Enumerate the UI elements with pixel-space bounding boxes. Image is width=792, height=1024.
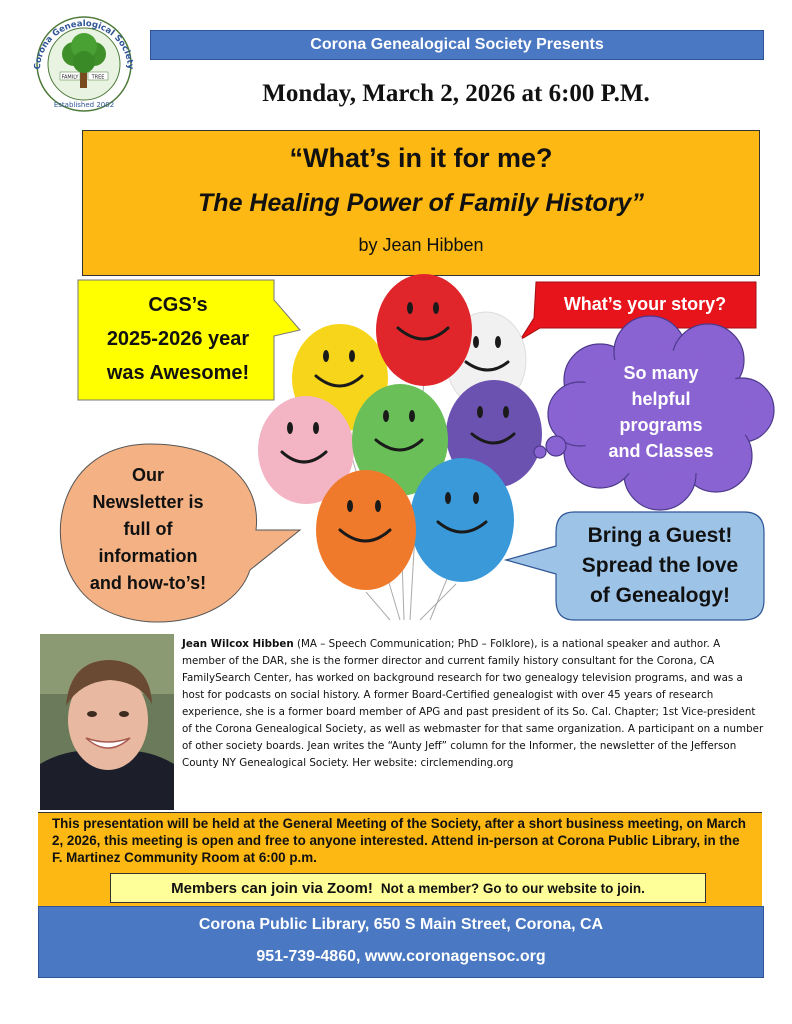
newsletter-line-4: information [98,545,198,566]
balloon-group [258,274,542,590]
zoom-join-text: Members can join via Zoom! [171,879,373,897]
meeting-text: This presentation will be held at the General Meeting of the Society, after a short business meeting, on March 2, 2026, this meeting is open and free to anyone interested. Attend in-person at Corona Public Library, in the F. Martinez Community Room at 6:00 p.m. [52,816,746,865]
logo-family-text: FAMILY [61,74,79,81]
speaker-name: Jean Wilcox Hibben [182,638,294,650]
guest-line-3: of Genealogy! [589,584,730,607]
title-line-1: “What’s in it for me? [289,143,553,173]
speaker-photo [40,634,174,810]
cgs-line-1: CGS’s [148,294,208,316]
zoom-member-note: Not a member? Go to our website to join. [380,880,645,896]
programs-line-4: and Classes [608,441,714,461]
footer-address: Corona Public Library, 650 S Main Street, Corona, CA [198,916,604,933]
newsletter-line-5: and how-to’s! [89,572,207,593]
newsletter-line-1: Our [131,464,164,485]
newsletter-line-2: Newsletter is [92,491,204,512]
logo-established: Established 2002 [53,101,115,109]
event-date: Monday, March 2, 2026 at 6:00 P.M. [262,80,650,107]
bio-text: (MA – Speech Communication; PhD – Folklore), is a national speaker and author. A member of the DAR, she is the former director and current family history consultant for the Corona, CA FamilySearch Center, has worked on background research for two genealogy television programs, and was a host for podcasts on social history. A former Board-Certified genealogist with over 45 years of research experience, she is a former board member of APG and past president of its So. Cal. Chapter; 1st Vice-president of the Corona Genealogical Society, as well as webmaster for that same organization. A participant on a number of other society boards. Jean writes the “Aunty Jeff” column for the Informer, the newsletter of the Jefferson County NY Genealogical Society. Her website: circlemending.org [182,638,764,769]
meeting-info-box [38,812,762,907]
programs-line-3: programs [619,415,703,435]
cgs-callout [78,280,278,398]
title-line-2: The Healing Power of Family History” [198,189,644,217]
guest-line-2: Spread the love [581,554,739,577]
programs-callout [572,352,750,472]
logo-tree-text: TREE [91,74,105,81]
footer-contact: 951-739-4860, www.coronagensoc.org [256,948,546,965]
logo-arc-text: Corona Genealogical Society [32,18,136,70]
guest-line-1: Bring a Guest! [587,524,733,547]
speaker-bio [182,636,764,772]
programs-line-2: helpful [631,389,691,409]
newsletter-callout [54,456,242,602]
programs-line-1: So many [623,363,699,383]
footer-bar [38,906,764,978]
cgs-line-3: was Awesome! [106,362,250,384]
header-presents: Corona Genealogical Society Presents [310,36,604,53]
cgs-line-2: 2025-2026 year [106,328,250,350]
guest-callout [562,514,758,618]
story-callout: What’s your story? [563,293,727,314]
title-byline: by Jean Hibben [358,235,484,255]
zoom-notice [110,873,706,903]
newsletter-line-3: full of [123,518,173,539]
